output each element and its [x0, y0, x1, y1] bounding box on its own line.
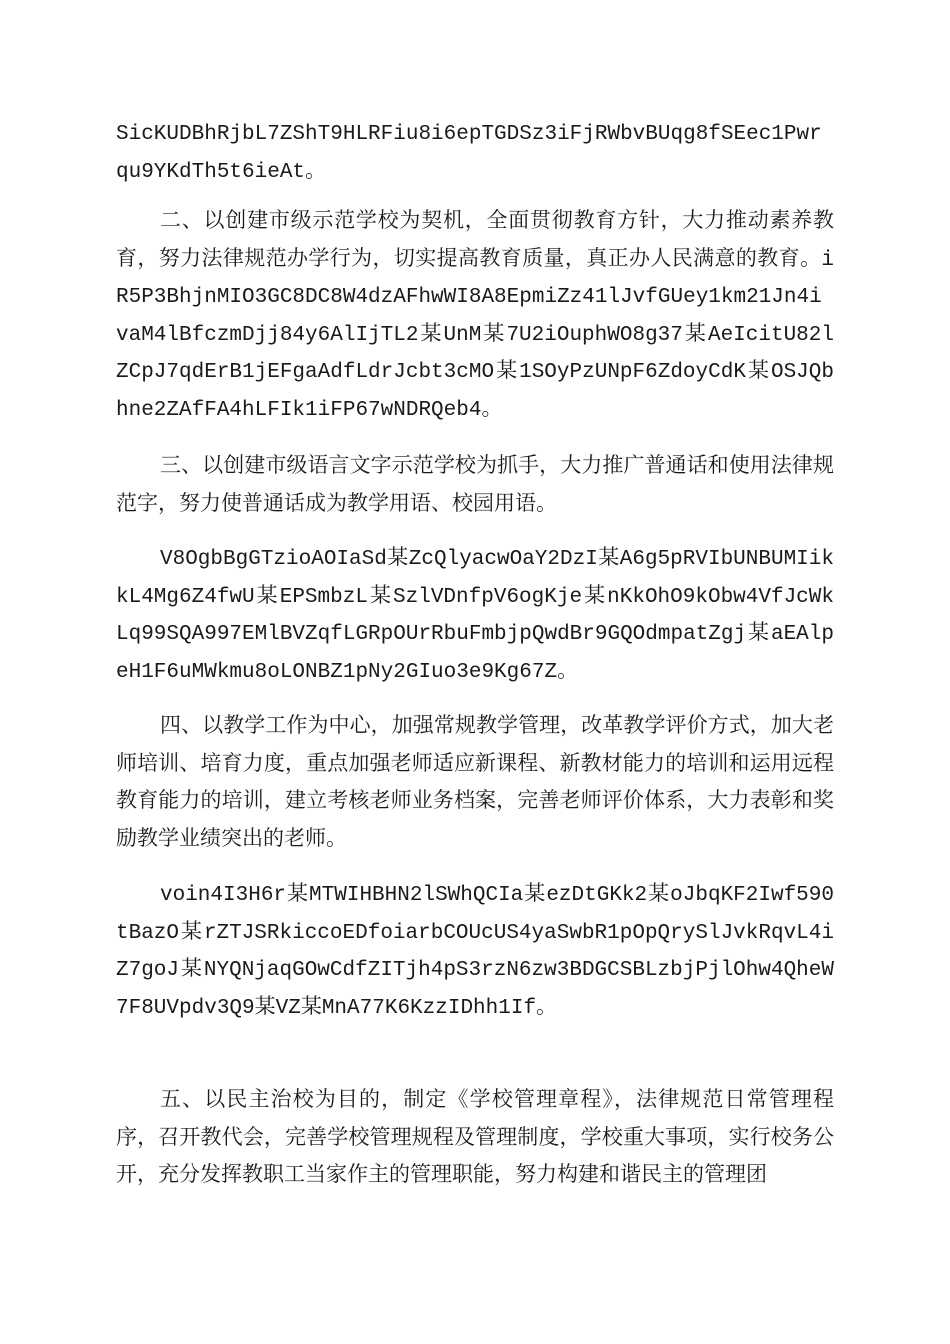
paragraph-code-block-two: voin4I3H6r某MTWIHBHN2lSWhQCIa某ezDtGKk2某oJbqKF2Iwf590tBazO某rZTJSRkiccoEDfoiarbCOUcUS4yaSwbR1pOpQrySlJvkRqvL4iZ7goJ某NYQNjaqGOwCdfZITjh4pS3rzN6zw3BDGCSBLzbjPjlOhw4QheW7F8UVpdv3Q9某VZ某MnA77K6KzzIDhh1If。 [116, 884, 834, 1020]
paragraph-code-block-one: V8OgbBgGTzioAOIaSd某ZcQlyacwOaY2DzI某A6g5pRVIbUNBUMIikkL4Mg6Z4fwU某EPSmbzL某SzlVDnfpV6ogKje某nKkOhO9kObw4VfJcWkLq99SQA997EMlBVZqfLGRpOUrRbuFmbjpQwdBr9GQOdmpatZgj某aEAlpeH1F6uMWkmu8oLONBZ1pNy2GIuo3e9Kg67Z。 [116, 548, 834, 684]
paragraph-section-five: 五、以民主治校为目的，制定《学校管理章程》，法律规范日常管理程序，召开教代会，完善学校管理规程及管理制度，学校重大事项，实行校务公开，充分发挥教职工当家作主的管理职能，努力构建和谐民主的管理团 [116, 1090, 834, 1188]
paragraph-section-four: 四、以教学工作为中心，加强常规教学管理，改革教学评价方式，加大老师培训、培育力度，重点加强老师适应新课程、新教材能力的培训和运用远程教育能力的培训，建立考核老师业务档案，完善老师评价体系，大力表彰和奖励教学业绩突出的老师。 [116, 716, 834, 852]
paragraph-section-two: 二、以创建市级示范学校为契机，全面贯彻教育方针，大力推动素养教育，努力法律规范办学行为，切实提高教育质量，真正办人民满意的教育。iR5P3BhjnMIO3GC8DC8W4dzAFhwWI8A8EpmiZz41lJvfGUey1km21Jn4ivaM4lBfczmDjj84y6AlIjTL2某UnM某7U2iOuphWO8g37某AeIcitU82lZCpJ7qdErB1jEFgaAdfLdrJcbt3cMO某1SOyPzUNpF6ZdoyCdK某OSJQbhne2ZAfFA4hLFIk1iFP67wNDRQeb4。 [116, 211, 834, 422]
paragraph-continuation: SicKUDBhRjbL7ZShT9HLRFiu8i6epTGDSz3iFjRWbvBUqg8fSEec1Pwrqu9YKdTh5t6ieAt。 [116, 123, 822, 184]
paragraph-section-three: 三、以创建市级语言文字示范学校为抓手，大力推广普通话和使用法律规范字，努力使普通话成为教学用语、校园用语。 [116, 456, 834, 517]
